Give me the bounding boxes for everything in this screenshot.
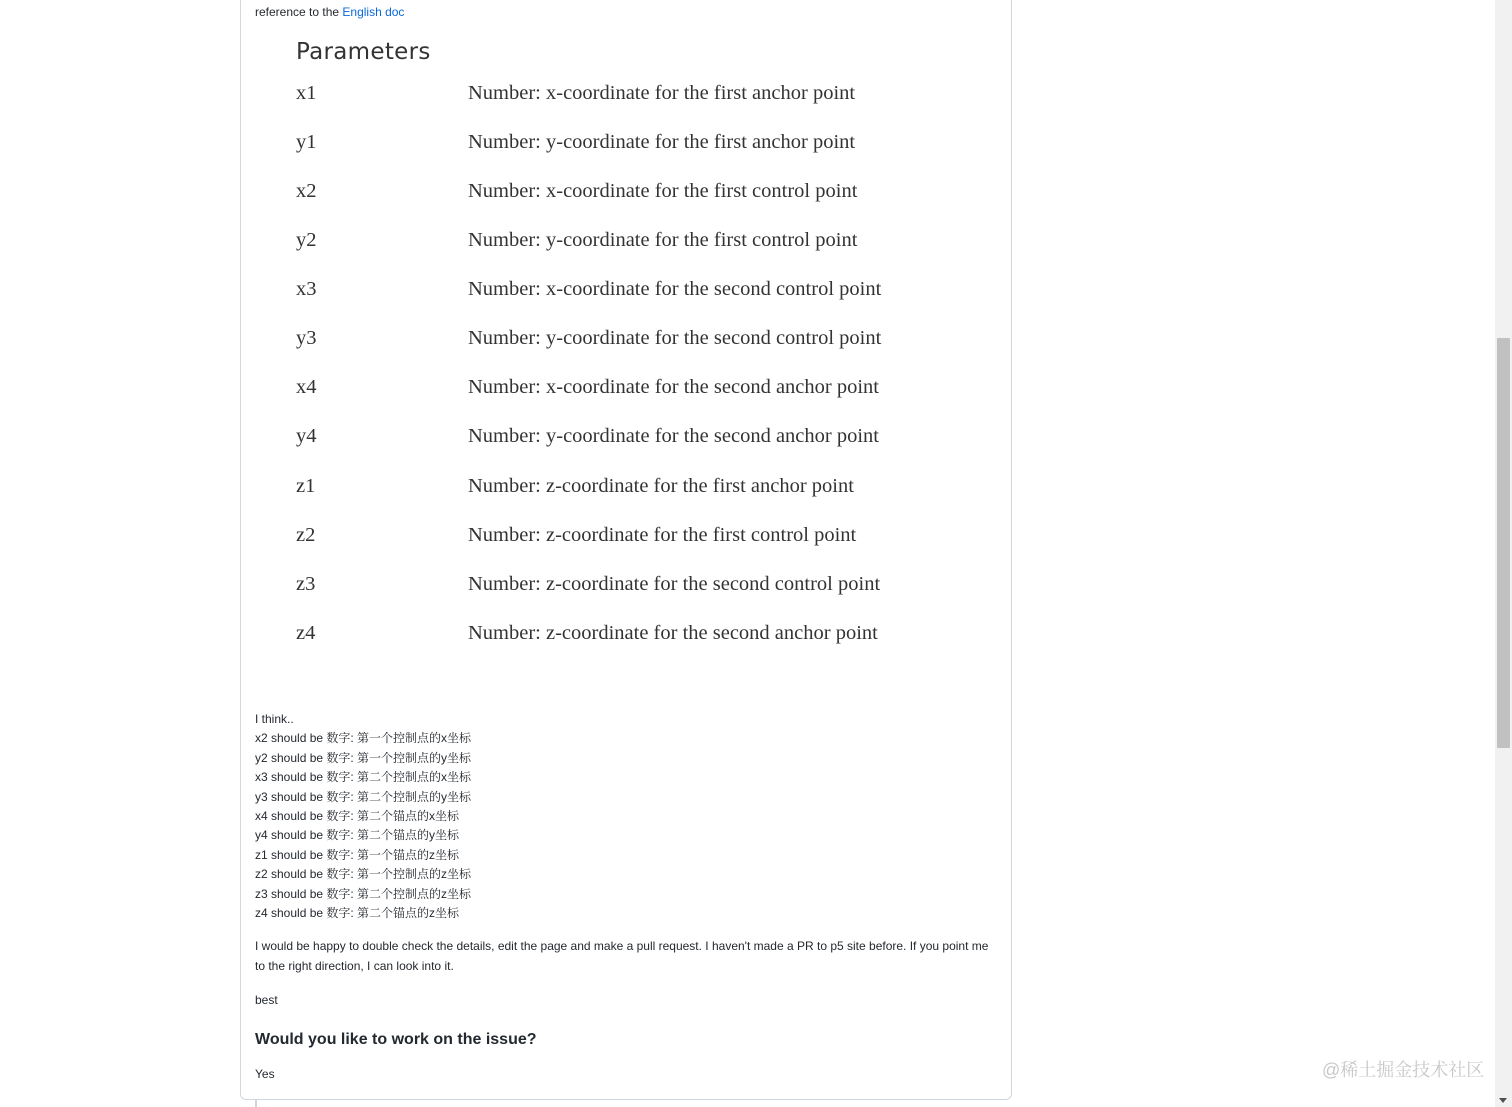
parameter-name: y2: [296, 229, 317, 251]
suggestion-line: z2 should be 数字: 第一个控制点的z坐标: [255, 867, 472, 882]
parameter-name: y1: [296, 131, 317, 153]
parameter-description: Number: z-coordinate for the first control point: [468, 524, 857, 546]
suggestion-intro: I think..: [255, 712, 294, 726]
suggestion-line: z4 should be 数字: 第二个锚点的z坐标: [255, 906, 460, 921]
parameter-name: z4: [296, 622, 316, 644]
parameter-row: [296, 425, 996, 455]
parameter-description: Number: y-coordinate for the second control point: [468, 327, 882, 349]
parameter-description: Number: y-coordinate for the second anchor point: [468, 425, 880, 447]
parameter-name: z2: [296, 524, 316, 546]
parameter-row: [296, 376, 996, 406]
parameter-name: z1: [296, 475, 316, 497]
parameter-row: [296, 180, 996, 210]
parameter-description: Number: x-coordinate for the first anchor point: [468, 82, 856, 104]
parameter-row: [296, 82, 996, 112]
parameters-screenshot: [296, 36, 996, 676]
parameter-row: [296, 622, 996, 652]
parameter-row: [296, 131, 996, 161]
suggestion-line: y4 should be 数字: 第二个锚点的y坐标: [255, 828, 460, 843]
parameter-row: [296, 278, 996, 308]
pull-request-paragraph: I would be happy to double check the details, edit the page and make a pull request. I haven't made a PR to p5 site before. If you point me to the right direction, I can look into it.: [255, 939, 989, 973]
vertical-scrollbar[interactable]: [1495, 0, 1512, 1107]
parameter-name: x3: [296, 278, 317, 300]
parameter-description: Number: z-coordinate for the second anchor point: [468, 622, 878, 644]
scrollbar-thumb[interactable]: [1497, 338, 1510, 748]
suggestion-line: x3 should be 数字: 第二个控制点的x坐标: [255, 770, 472, 785]
parameter-description: Number: x-coordinate for the first control point: [468, 180, 858, 202]
parameter-row: [296, 524, 996, 554]
parameter-description: Number: x-coordinate for the second control point: [468, 278, 882, 300]
suggestion-line: z1 should be 数字: 第一个锚点的z坐标: [255, 847, 460, 862]
parameter-description: Number: y-coordinate for the first anchor point: [468, 131, 856, 153]
suggestion-line: z3 should be 数字: 第二个控制点的z坐标: [255, 886, 472, 901]
parameter-row: [296, 229, 996, 259]
work-on-issue-heading: Would you like to work on the issue?: [255, 1031, 537, 1048]
parameter-row: [296, 475, 996, 505]
english-doc-link[interactable]: English doc: [342, 5, 405, 19]
parameter-name: x2: [296, 180, 317, 202]
parameter-name: y4: [296, 425, 317, 447]
parameter-name: y3: [296, 327, 317, 349]
suggestion-line: y2 should be 数字: 第一个控制点的y坐标: [255, 750, 472, 765]
suggestion-line: x4 should be 数字: 第二个锚点的x坐标: [255, 809, 460, 824]
reference-line: [255, 3, 404, 22]
parameter-name: x4: [296, 376, 317, 398]
watermark: @稀土掘金技术社区: [1322, 1060, 1485, 1080]
parameter-name: z3: [296, 573, 316, 595]
parameters-heading: Parameters: [296, 39, 431, 65]
suggestion-line: x2 should be 数字: 第一个控制点的x坐标: [255, 731, 472, 746]
work-on-issue-answer: Yes: [255, 1067, 275, 1081]
parameter-row: [296, 573, 996, 603]
parameter-description: Number: z-coordinate for the first anchor point: [468, 475, 854, 497]
timeline-line: [255, 1100, 257, 1107]
parameter-description: Number: y-coordinate for the first control point: [468, 229, 858, 251]
parameter-description: Number: x-coordinate for the second anchor point: [468, 376, 880, 398]
reference-prefix: reference to the: [255, 5, 343, 19]
scroll-down-arrow-icon[interactable]: [1499, 1098, 1507, 1103]
signoff-text: best: [255, 993, 278, 1007]
suggestion-line: y3 should be 数字: 第二个控制点的y坐标: [255, 789, 472, 804]
suggestion-list: [255, 710, 471, 923]
parameter-name: x1: [296, 82, 317, 104]
parameter-row: [296, 327, 996, 357]
parameter-description: Number: z-coordinate for the second control point: [468, 573, 881, 595]
